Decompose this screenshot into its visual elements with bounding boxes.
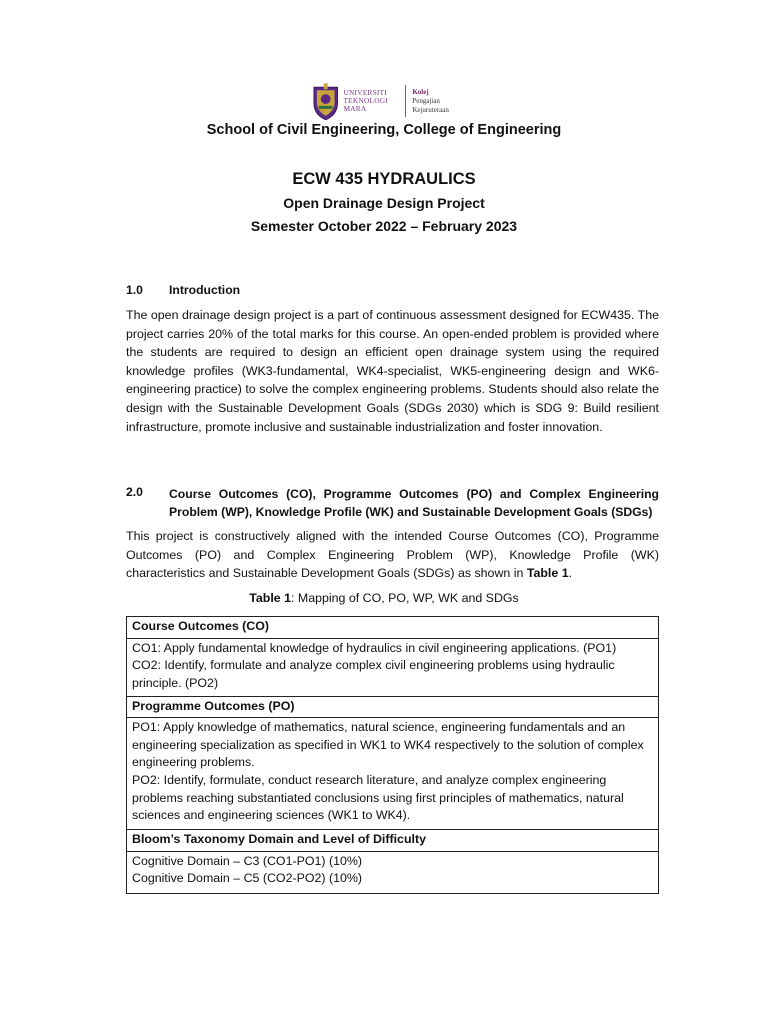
table-row bbox=[127, 638, 659, 696]
table-row bbox=[127, 718, 659, 830]
logo-divider bbox=[405, 85, 406, 117]
project-title: Open Drainage Design Project bbox=[283, 195, 485, 211]
course-title: ECW 435 HYDRAULICS bbox=[292, 170, 476, 188]
school-heading: School of Civil Engineering, College of Engineering bbox=[206, 122, 562, 138]
bloom-cell: Cognitive Domain – C3 (CO1-PO1) (10%) Cognitive Domain – C5 (CO2-PO2) (10%) bbox=[127, 851, 659, 893]
alignment-paragraph: This project is constructively aligned with the intended Course Outcomes (CO), Programme Outcomes (PO) and Complex Engineering Problem (WP), Knowledge Profile (WK) characteristics and Sustainable Development Goals (SDGs) as shown in Table 1. bbox=[126, 529, 659, 581]
po-header-cell: Programme Outcomes (PO) bbox=[127, 696, 659, 718]
semester-line: Semester October 2022 – February 2023 bbox=[250, 218, 518, 234]
bloom-header-cell: Bloom’s Taxonomy Domain and Level of Difficulty bbox=[127, 830, 659, 852]
co-header-cell: Course Outcomes (CO) bbox=[127, 617, 659, 639]
table-row bbox=[127, 851, 659, 893]
university-name: UNIVERSITI TEKNOLOGI MARA bbox=[343, 88, 388, 113]
uitm-logo bbox=[311, 80, 477, 122]
section-number: 2.0 bbox=[126, 485, 143, 499]
section-2-heading bbox=[126, 485, 659, 521]
co-cell: CO1: Apply fundamental knowledge of hydraulics in civil engineering applications. (PO1) CO2: Identify, formulate and analyze complex civil engineering problems using hydraulic principle. (PO2) bbox=[127, 638, 659, 696]
table-row bbox=[127, 617, 659, 639]
table-caption: Table 1: Mapping of CO, PO, WP, WK and SDGs bbox=[249, 591, 519, 605]
college-name: Kolej Pengajian Kejuruteraan bbox=[412, 87, 449, 114]
mapping-table bbox=[126, 616, 659, 894]
section-title: Introduction bbox=[169, 283, 241, 297]
section-number: 1.0 bbox=[126, 283, 143, 297]
po-cell: PO1: Apply knowledge of mathematics, natural science, engineering fundamentals and an engineering specialization as specified in WK1 to WK4 respectively to the solution of complex engineering problems. PO2: Identify, formulate, conduct research literature, and analyze complex engineering problems reaching substantiated conclusions using first principles of mathematics, natural sciences and engineering sciences (WK1 to WK4). bbox=[127, 718, 659, 830]
table-reference: Table 1 bbox=[526, 566, 569, 581]
table-row bbox=[127, 830, 659, 852]
section-title: Course Outcomes (CO), Programme Outcomes (PO) and Complex Engineering Problem (WP), Knowledge Profile (WK) and Sustainable Development Goals (SDGs) bbox=[169, 487, 659, 519]
introduction-paragraph: The open drainage design project is a part of continuous assessment designed for ECW435. The project carries 20% of the total marks for this course. An open-ended problem is provided where the students are required to design an efficient open drainage system using the required knowledge profiles (WK3-fundamental, WK4-specialist, WK5-engineering design and WK6- engineering practice) to solve the complex engineering problems. Students should also relate the design with the Sustainable Development Goals (SDGs 2030) which is SDG 9: Build resilient infrastructure, promote inclusive and sustainable industrialization and foster innovation. bbox=[126, 308, 659, 434]
university-crest-icon bbox=[311, 81, 340, 121]
table-row bbox=[127, 696, 659, 718]
